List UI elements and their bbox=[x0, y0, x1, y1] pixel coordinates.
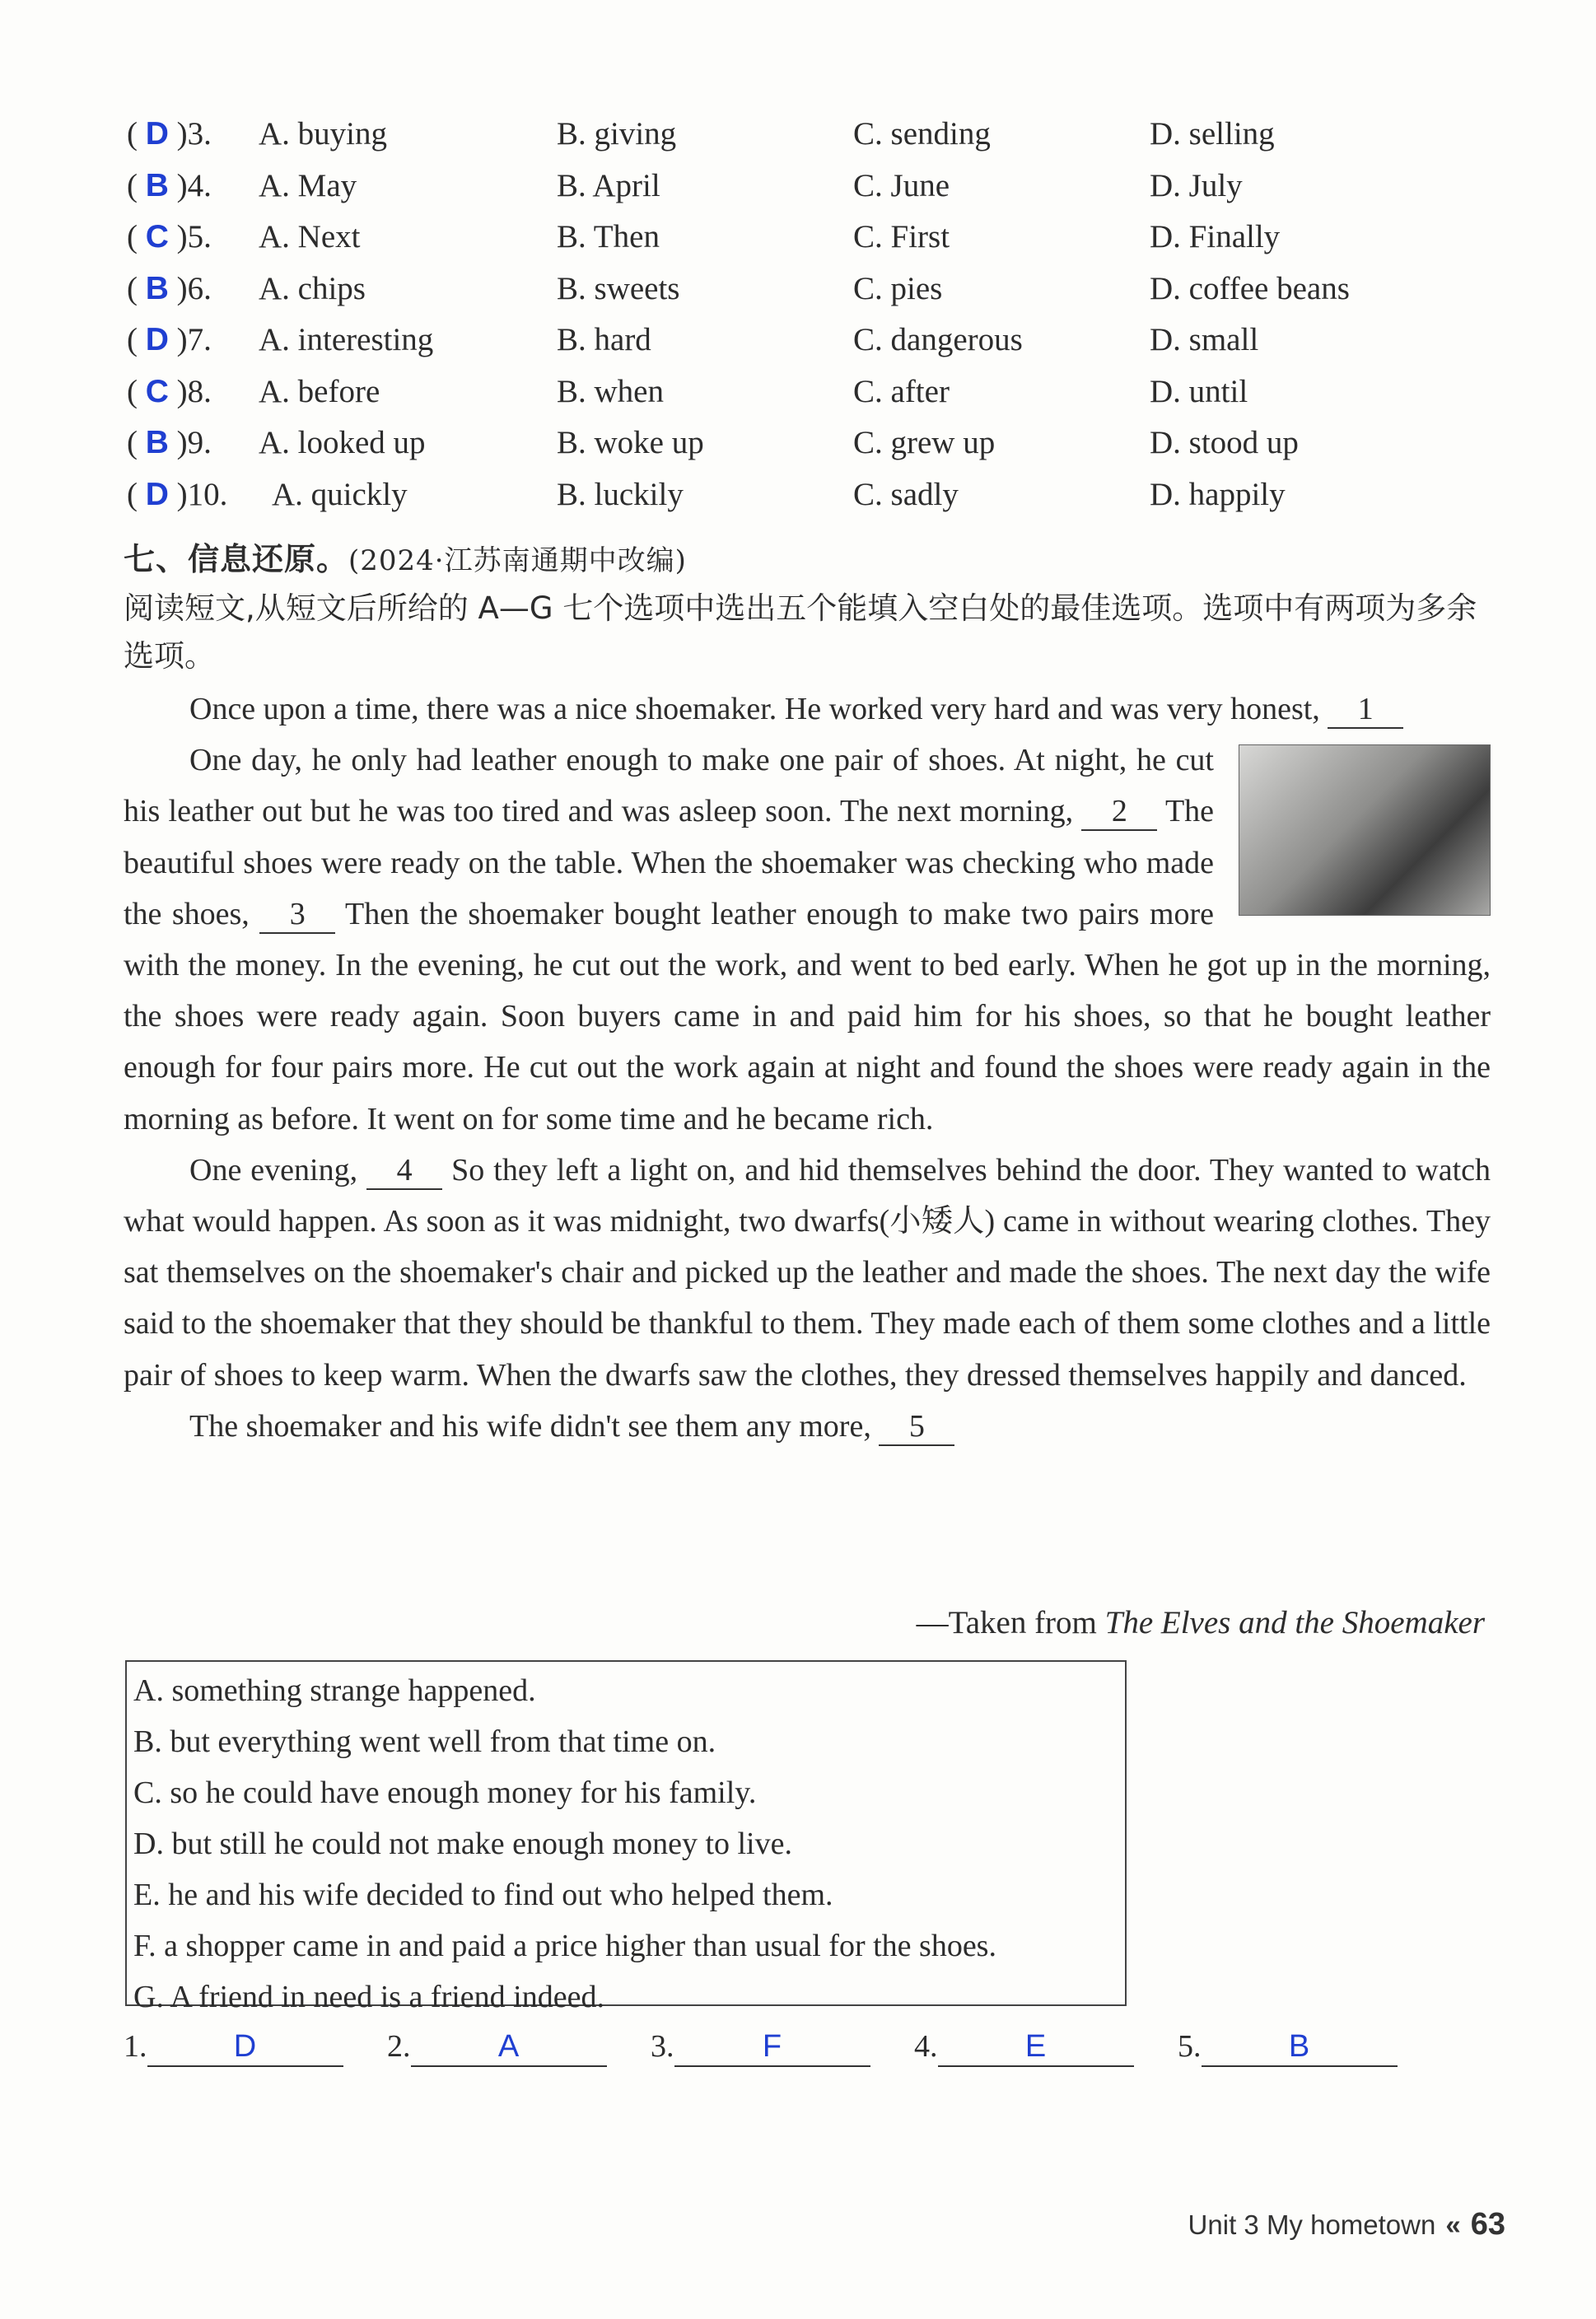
passage-text: Then the shoemaker bought leather enough to make two pairs more with the money. In the evening, he cut out the work, and went to bed early. When he got up in the morning, the shoes were ready again. Soon buyers came in and paid him for his shoes, so that he bought leather enough for four pairs more. He cut out the work again at night and found the shoes were ready again in the morning as before. It went on for some time and he became rich. bbox=[124, 896, 1491, 1136]
answer-paren: ( D )10. bbox=[127, 476, 228, 512]
question-number: 5. bbox=[187, 219, 212, 254]
reading-passage bbox=[124, 684, 1491, 1452]
unit-label: Unit 3 bbox=[1188, 2209, 1259, 2240]
passage-paragraph bbox=[124, 1145, 1491, 1401]
answer-row bbox=[124, 2027, 1491, 2077]
option-b: B. woke up bbox=[557, 425, 704, 460]
answer-item bbox=[1178, 2027, 1398, 2067]
option-d: D. July bbox=[1150, 167, 1243, 203]
question-number: 3. bbox=[187, 116, 212, 152]
option-item: A. something strange happened. bbox=[133, 1673, 536, 1708]
answer-letter: B bbox=[145, 270, 169, 306]
option-b: B. luckily bbox=[557, 476, 684, 512]
answer-field[interactable]: A bbox=[411, 2027, 607, 2067]
answer-number: 1. bbox=[124, 2029, 147, 2064]
option-c: C. First bbox=[853, 219, 950, 254]
answer-item bbox=[124, 2027, 343, 2067]
mcq-row bbox=[122, 373, 1489, 425]
passage-text: One day, he only had leather enough to make one pair of shoes. At night, he cut his leather out but he was too tired and was asleep soon. The next morning, bbox=[124, 743, 1214, 829]
option-d: D. stood up bbox=[1150, 425, 1299, 460]
option-a: A. looked up bbox=[259, 425, 426, 460]
blank-5: 5 bbox=[879, 1408, 954, 1446]
passage-paragraph bbox=[124, 735, 1491, 1145]
mcq-row bbox=[122, 476, 1489, 528]
mcq-row bbox=[122, 218, 1489, 270]
credit-prefix: —Taken from bbox=[916, 1605, 1105, 1640]
answer-letter: D bbox=[145, 476, 169, 512]
answer-item bbox=[914, 2027, 1134, 2067]
blank-1: 1 bbox=[1328, 691, 1403, 729]
answer-paren: ( B )9. bbox=[127, 425, 212, 460]
passage-text: One evening, bbox=[189, 1152, 358, 1187]
option-d: D. coffee beans bbox=[1150, 270, 1350, 306]
answer-field[interactable]: F bbox=[674, 2027, 870, 2067]
option-item: F. a shopper came in and paid a price higher than usual for the shoes. bbox=[133, 1929, 996, 1963]
section-instructions: 阅读短文,从短文后所给的 A—G 七个选项中选出五个能填入空白处的最佳选项。选项中有两项为多余选项。 bbox=[124, 590, 1477, 674]
option-c: C. June bbox=[853, 167, 950, 203]
mcq-row bbox=[122, 167, 1489, 219]
section-title-text: 七、信息还原。 bbox=[124, 541, 349, 577]
mcq-row bbox=[122, 270, 1489, 322]
mcq-row bbox=[122, 424, 1489, 476]
option-d: D. small bbox=[1150, 322, 1259, 357]
option-a: A. buying bbox=[259, 116, 387, 152]
answer-number: 5. bbox=[1178, 2029, 1202, 2064]
answer-letter: B bbox=[145, 167, 169, 203]
answer-paren: ( C )5. bbox=[127, 219, 212, 254]
answer-field[interactable]: D bbox=[147, 2027, 343, 2067]
option-item: E. he and his wife decided to find out who helped them. bbox=[133, 1878, 833, 1912]
answer-item bbox=[387, 2027, 607, 2067]
blank-2: 2 bbox=[1081, 793, 1157, 831]
passage-text: The shoemaker and his wife didn't see them any more, bbox=[189, 1408, 871, 1444]
passage-text: The beautiful shoes were ready on the table. When the shoemaker was checking who made the shoes, bbox=[124, 794, 1215, 931]
option-item: B. but everything went well from that time on. bbox=[133, 1724, 716, 1759]
answer-number: 3. bbox=[651, 2029, 674, 2064]
answer-paren: ( D )3. bbox=[127, 116, 212, 152]
option-d: D. Finally bbox=[1150, 219, 1281, 254]
unit-title: My hometown bbox=[1266, 2209, 1436, 2240]
passage-paragraph bbox=[124, 684, 1491, 735]
answer-paren: ( D )7. bbox=[127, 322, 212, 357]
question-number: 9. bbox=[187, 425, 212, 460]
option-a: A. quickly bbox=[272, 476, 408, 512]
answer-field[interactable]: E bbox=[938, 2027, 1134, 2067]
answer-letter: D bbox=[145, 322, 169, 357]
option-b: B. April bbox=[557, 167, 660, 203]
option-b: B. hard bbox=[557, 322, 651, 357]
option-d: D. until bbox=[1150, 373, 1248, 409]
option-c: C. sending bbox=[853, 116, 991, 152]
mcq-row bbox=[122, 321, 1489, 373]
option-d: D. selling bbox=[1150, 116, 1275, 152]
page-footer bbox=[1188, 2207, 1505, 2242]
answer-paren: ( B )6. bbox=[127, 270, 212, 306]
option-c: C. dangerous bbox=[853, 322, 1023, 357]
option-a: A. Next bbox=[259, 219, 361, 254]
mcq-row bbox=[122, 115, 1489, 167]
question-number: 10. bbox=[187, 476, 228, 512]
answer-number: 2. bbox=[387, 2029, 411, 2064]
shoemaker-illustration bbox=[1239, 744, 1491, 916]
credit-title: The Elves and the Shoemaker bbox=[1104, 1605, 1485, 1640]
option-b: B. when bbox=[557, 373, 664, 409]
option-b: B. giving bbox=[557, 116, 677, 152]
answer-letter: B bbox=[145, 425, 169, 460]
option-a: A. chips bbox=[259, 270, 366, 306]
answer-letter: C bbox=[145, 373, 169, 409]
passage-paragraph bbox=[124, 1401, 1491, 1452]
mcq-list bbox=[122, 115, 1489, 527]
passage-text: Once upon a time, there was a nice shoemaker. He worked very hard and was very honest, bbox=[189, 692, 1320, 726]
answer-paren: ( B )4. bbox=[127, 167, 212, 203]
option-item: D. but still he could not make enough money to live. bbox=[133, 1827, 792, 1861]
answer-field[interactable]: B bbox=[1202, 2027, 1398, 2067]
question-number: 4. bbox=[187, 167, 212, 203]
option-c: C. sadly bbox=[853, 476, 959, 512]
option-item: G. A friend in need is a friend indeed. bbox=[133, 1980, 604, 2014]
blank-3: 3 bbox=[259, 896, 335, 934]
question-number: 8. bbox=[187, 373, 212, 409]
answer-item bbox=[651, 2027, 870, 2067]
option-b: B. Then bbox=[557, 219, 660, 254]
answer-letter: C bbox=[145, 219, 169, 254]
option-a: A. interesting bbox=[259, 322, 434, 357]
option-a: A. May bbox=[259, 167, 357, 203]
option-item: C. so he could have enough money for his family. bbox=[133, 1775, 757, 1810]
passage-credit bbox=[917, 1604, 1485, 1641]
option-b: B. sweets bbox=[557, 270, 680, 306]
answer-paren: ( C )8. bbox=[127, 373, 212, 409]
section-source: (2024·江苏南通期中改编) bbox=[348, 544, 687, 577]
option-d: D. happily bbox=[1150, 476, 1286, 512]
question-number: 6. bbox=[187, 270, 212, 306]
passage-text: So they left a light on, and hid themselves behind the door. They wanted to watch what would happen. As soon as it was midnight, two dwarfs(小矮人) came in without wearing clothes. They sat themselves on the shoemaker's chair and picked up the leather and made the shoes. The next day the wife said to the shoemaker that they should be thankful to them. They made each of them some clothes and a little pair of shoes to keep warm. When the dwarfs saw the clothes, they dressed themselves happily and danced. bbox=[124, 1152, 1491, 1393]
options-box bbox=[125, 1660, 1127, 2014]
page-number: 63 bbox=[1470, 2207, 1505, 2242]
section-title bbox=[124, 534, 687, 579]
option-a: A. before bbox=[259, 373, 380, 409]
answer-number: 4. bbox=[914, 2029, 938, 2064]
option-c: C. grew up bbox=[853, 425, 996, 460]
blank-4: 4 bbox=[366, 1152, 442, 1190]
question-number: 7. bbox=[187, 322, 212, 357]
option-c: C. after bbox=[853, 373, 950, 409]
double-chevron-left-icon: « bbox=[1445, 2209, 1461, 2240]
option-c: C. pies bbox=[853, 270, 943, 306]
answer-letter: D bbox=[145, 116, 169, 152]
